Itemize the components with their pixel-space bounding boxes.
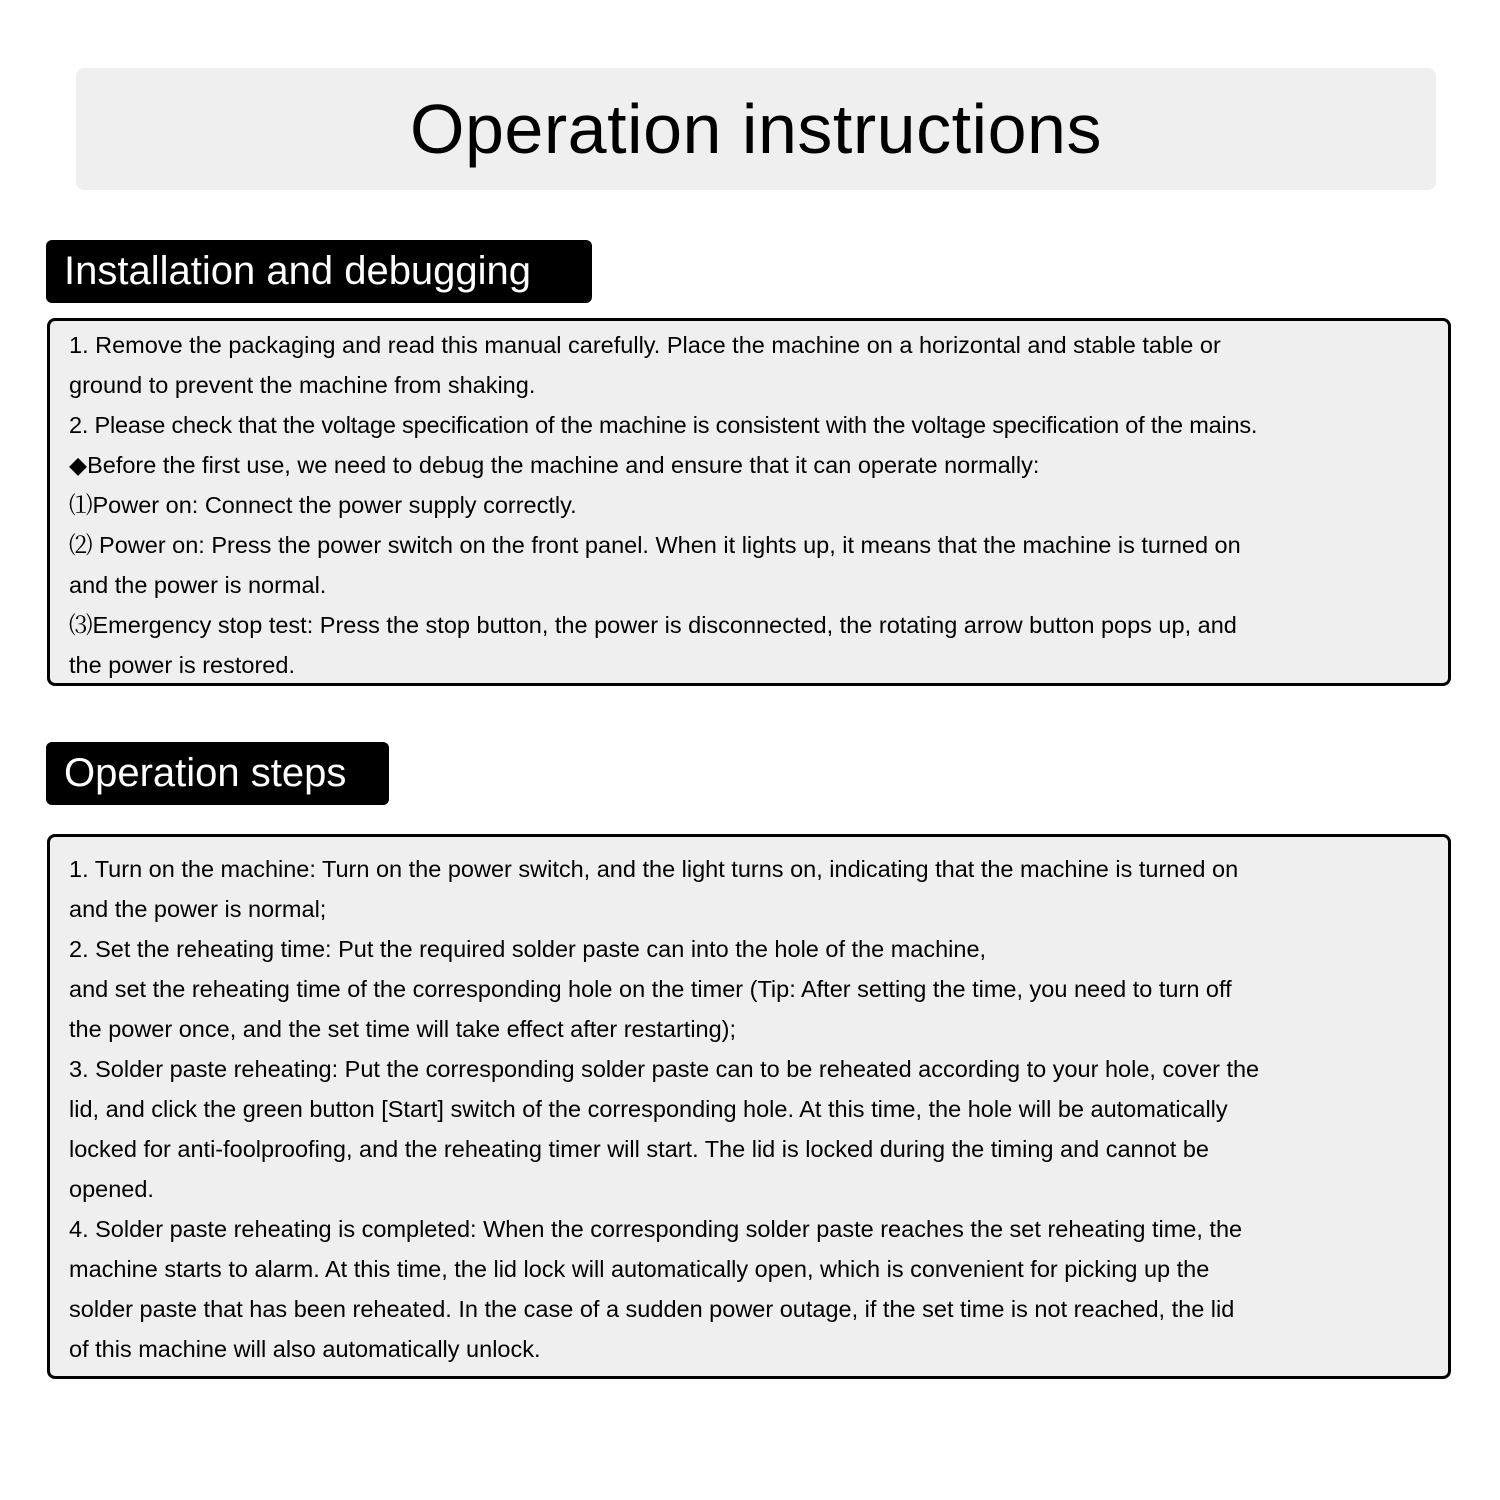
installation-line: ground to prevent the machine from shaking.	[69, 372, 536, 398]
installation-line: the power is restored.	[69, 652, 295, 678]
operation-line: opened.	[69, 1176, 154, 1202]
operation-line: 1. Turn on the machine: Turn on the power switch, and the light turns on, indicating that the machine is turned on	[69, 856, 1239, 882]
operation-line: and set the reheating time of the corresponding hole on the timer (Tip: After setting the time, you need to turn off	[69, 976, 1232, 1002]
installation-line: 1. Remove the packaging and read this manual carefully. Place the machine on a horizontal and stable table or	[69, 332, 1221, 358]
operation-line: and the power is normal;	[69, 896, 327, 922]
title-banner	[76, 68, 1436, 190]
installation-heading: Installation and debugging	[46, 240, 592, 303]
operation-line: 2. Set the reheating time: Put the required solder paste can into the hole of the machine,	[69, 936, 987, 962]
operation-line: locked for anti-foolproofing, and the reheating timer will start. The lid is locked during the timing and cannot be	[69, 1136, 1209, 1162]
installation-line: ⑴Power on: Connect the power supply correctly.	[69, 492, 577, 518]
operation-content	[47, 834, 1451, 1379]
operation-line: machine starts to alarm. At this time, the lid lock will automatically open, which is convenient for picking up the	[69, 1256, 1210, 1282]
operation-line: the power once, and the set time will take effect after restarting);	[69, 1016, 737, 1042]
installation-line: and the power is normal.	[69, 572, 327, 598]
operation-line: 3. Solder paste reheating: Put the corresponding solder paste can to be reheated according to your hole, cover the	[69, 1056, 1260, 1082]
installation-line: ⑵ Power on: Press the power switch on the front panel. When it lights up, it means that the machine is turned on	[69, 532, 1241, 558]
installation-content	[47, 318, 1451, 686]
operation-line: of this machine will also automatically unlock.	[69, 1336, 541, 1362]
page-title: Operation instructions	[410, 90, 1102, 168]
operation-line: 4. Solder paste reheating is completed: When the corresponding solder paste reaches the set reheating time, the	[69, 1216, 1243, 1242]
installation-line: ⑶Emergency stop test: Press the stop button, the power is disconnected, the rotating arrow button pops up, and	[69, 612, 1237, 638]
installation-line: 2. Please check that the voltage specification of the machine is consistent with the voltage specification of the mains.	[69, 412, 1258, 438]
operation-heading: Operation steps	[46, 742, 389, 805]
operation-line: lid, and click the green button [Start] switch of the corresponding hole. At this time, the hole will be automatically	[69, 1096, 1228, 1122]
operation-line: solder paste that has been reheated. In the case of a sudden power outage, if the set time is not reached, the lid	[69, 1296, 1235, 1322]
installation-line: ◆Before the first use, we need to debug the machine and ensure that it can operate normally:	[69, 452, 1040, 478]
